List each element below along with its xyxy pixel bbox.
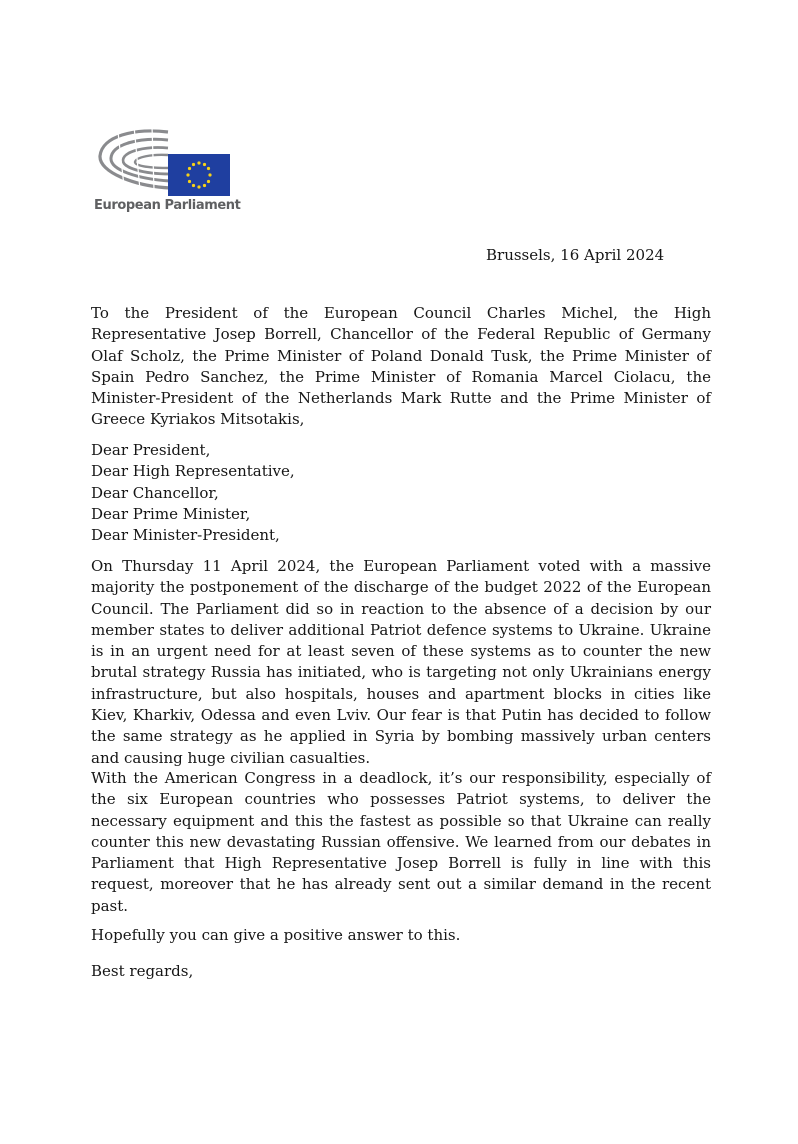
european-parliament-hemicycle-flag-icon [94,120,244,200]
salutation-line: Dear Minister-President, [91,526,280,545]
body-paragraph-2: With the American Congress in a deadlock, it’s our responsibility, especially of the six European countries who possesses Patriot systems, to deliver the necessary equipment and this the fastest as possible so that Ukraine can really counter this new devastating Russian offensive. We learned from our debates in Parliament that High Representative Josep Borrell is fully in line with this request, moreover that he has already sent out a similar demand in the recent past. [91,769,711,915]
body-paragraph-1: On Thursday 11 April 2024, the European Parliament voted with a massive majority the postponement of the discharge of the budget 2022 of the European Council. The Parliament did so in reaction to the absence of a decision by our member states to deliver additional Patriot defence systems to Ukraine. Ukraine is in an urgent need for at least seven of these systems as to counter the new brutal strategy Russia has initiated, who is targeting not only Ukrainians energy infrastructure, but also hospitals, houses and apartment blocks in cities like Kiev, Kharkiv, Odessa and even Lviv. Our fear is that Putin has decided to follow the same strategy as he applied in Syria by bombing massively urban centers and causing huge civilian casualties. [91,557,711,767]
sign-off: Best regards, [91,962,194,980]
eu-flag [168,154,230,196]
salutation-line: Dear President, [91,441,211,459]
institution-name: European Parliament [94,198,241,213]
letter-date: Brussels, 16 April 2024 [486,246,665,264]
salutation-line: Dear Chancellor, [91,483,219,502]
closing-line: Hopefully you can give a positive answer to this. [91,926,461,944]
salutation-block [91,440,711,546]
letterhead-logo [94,120,244,220]
salutation-line: Dear Prime Minister, [91,504,251,523]
addressee-block: To the President of the European Council Charles Michel, the High Representative Josep Borrell, Chancellor of the Federal Republic of Germany Olaf Scholz, the Prime Minister of Poland Donald Tusk, the Prime Minister of Spain Pedro Sanchez, the Prime Minister of Romania Marcel Ciolacu, the Minister-President of the Netherlands Mark Rutte and the Prime Minister of Greece Kyriakos Mitsotakis, [91,304,711,429]
salutation-line: Dear High Representative, [91,462,295,481]
